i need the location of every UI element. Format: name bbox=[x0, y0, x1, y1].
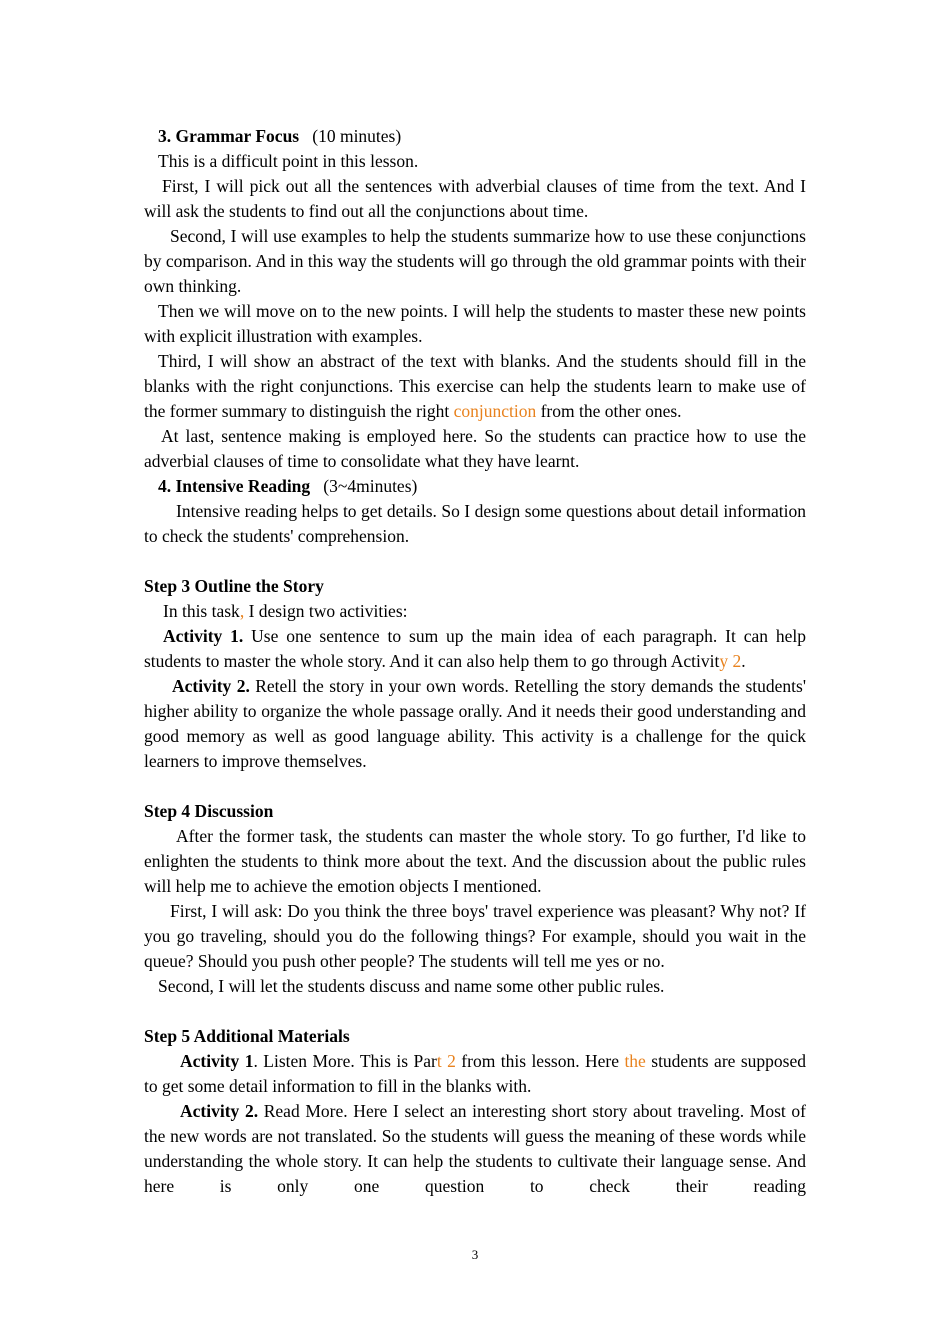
grammar-paragraph-2: First, I will pick out all the sentences with adverbial clauses of time from the text. And I will ask the students to find out all the conjunctions about time. bbox=[144, 176, 806, 221]
step5-heading: Step 5 Additional Materials bbox=[144, 1026, 350, 1046]
step4-heading: Step 4 Discussion bbox=[144, 801, 274, 821]
step4-paragraph-2: First, I will ask: Do you think the three boys' travel experience was pleasant? Why not? If you go traveling, should you do the following things? For example, should you wait in the queue? Should you push other people? The students will tell me yes or no. bbox=[144, 901, 806, 971]
step5-activity-1: Activity 1. Listen More. This is Part 2 from this lesson. Here the students are supposed to get some detail information to fill in the blanks with. bbox=[144, 1051, 806, 1096]
intensive-reading-paragraph: Intensive reading helps to get details. So I design some questions about detail information to check the students' comprehension. bbox=[144, 501, 806, 546]
intensive-reading-heading: 4. Intensive Reading (3~4minutes) bbox=[158, 476, 418, 496]
spacer bbox=[144, 999, 806, 1024]
page-number: 3 bbox=[471, 1247, 479, 1262]
document-page bbox=[144, 124, 806, 1199]
step3-activity-1: Activity 1. Use one sentence to sum up the main idea of each paragraph. It can help students to master the whole story. And it can also help them to go through Activity 2. bbox=[144, 626, 806, 671]
grammar-paragraph-6: At last, sentence making is employed here. So the students can practice how to use the adverbial clauses of time to consolidate what they have learnt. bbox=[144, 426, 806, 471]
highlighted-word: conjunction bbox=[453, 401, 537, 421]
grammar-paragraph-5: Third, I will show an abstract of the text with blanks. And the students should fill in the blanks with the right conjunctions. This exercise can help the students learn to make use of the former summary to distinguish the right conjunction from the other ones. bbox=[144, 351, 806, 421]
spacer bbox=[144, 774, 806, 799]
grammar-paragraph-4: Then we will move on to the new points. I will help the students to master these new points with explicit illustration with examples. bbox=[144, 301, 806, 346]
step4-paragraph-1: After the former task, the students can master the whole story. To go further, I'd like to enlighten the students to think more about the text. And the discussion about the public rules will help me to achieve the emotion objects I mentioned. bbox=[144, 826, 806, 896]
spacer bbox=[144, 549, 806, 574]
grammar-focus-heading: 3. Grammar Focus (10 minutes) bbox=[158, 126, 402, 146]
step5-activity-2: Activity 2. Read More. Here I select an interesting short story about traveling. Most of the new words are not translated. So the students will guess the meaning of these words while understanding the whole story. It can help the students to cultivate their language sense. And here is only one question to check their reading bbox=[144, 1101, 806, 1196]
grammar-paragraph-1: This is a difficult point in this lesson. bbox=[158, 151, 419, 171]
grammar-paragraph-3: Second, I will use examples to help the students summarize how to use these conjunctions by comparison. And in this way the students will go through the old grammar points with their own thinking. bbox=[144, 226, 806, 296]
step4-paragraph-3: Second, I will let the students discuss and name some other public rules. bbox=[158, 976, 665, 996]
step3-activity-2: Activity 2. Retell the story in your own words. Retelling the story demands the students' higher ability to organize the whole passage orally. And it needs their good understanding and good memory as well as good language ability. This activity is a challenge for the quick learners to improve themselves. bbox=[144, 676, 806, 771]
step3-intro: In this task, I design two activities: bbox=[163, 601, 408, 621]
step3-heading: Step 3 Outline the Story bbox=[144, 576, 324, 596]
